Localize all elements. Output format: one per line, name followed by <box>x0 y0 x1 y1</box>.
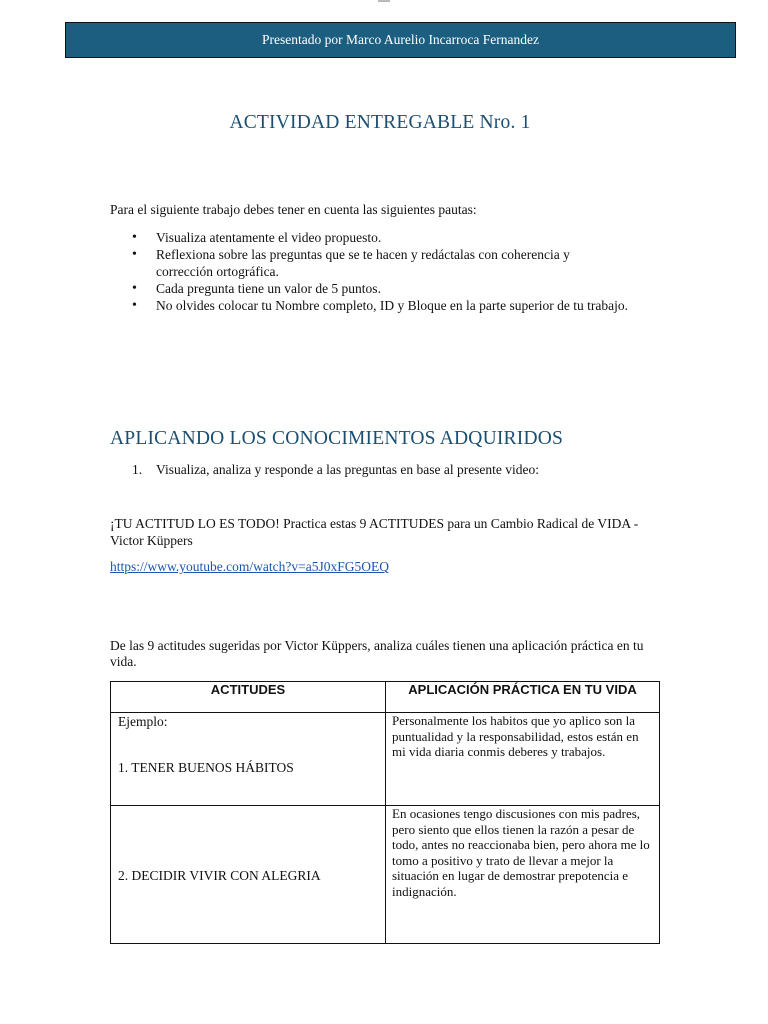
column-header-attitudes: ACTITUDES <box>111 682 386 713</box>
example-label: Ejemplo: <box>118 714 168 729</box>
presenter-banner <box>65 22 736 58</box>
guideline-item: • Cada pregunta tiene un valor de 5 puntos. <box>110 280 630 297</box>
table-header-row <box>111 682 660 713</box>
document-title: ACTIVIDAD ENTREGABLE Nro. 1 <box>229 112 531 133</box>
intro-text: Para el siguiente trabajo debes tener en cuenta las siguientes pautas: <box>110 202 477 217</box>
application-cell: Personalmente los habitos que yo aplico son la puntualidad y la responsabilidad, estos están en mi vida diaria conmis deberes y trabajos. <box>386 713 660 806</box>
presenter-text: Presentado por Marco Aurelio Incarroca Fernandez <box>261 32 539 47</box>
guideline-item: • No olvides colocar tu Nombre completo, ID y Bloque en la parte superior de tu trabajo. <box>110 297 630 314</box>
analysis-prompt: De las 9 actitudes sugeridas por Victor Küppers, analiza cuáles tienen una aplicación práctica en tu vida. <box>110 638 644 669</box>
attitude-cell <box>111 713 386 806</box>
page-top-mark <box>378 0 390 2</box>
attitude-name: 1. TENER BUENOS HÁBITOS <box>118 760 294 775</box>
section-heading: APLICANDO LOS CONOCIMIENTOS ADQUIRIDOS <box>110 428 564 449</box>
table-row <box>111 806 660 944</box>
table-row <box>111 713 660 806</box>
application-cell: En ocasiones tengo discusiones con mis padres, pero siento que ellos tienen la razón a pesar de todo, antes no reaccionaba bien, pero ahora me lo tomo a positivo y trato de llevar a mejor la situación en lugar de demostrar prepotencia e indignación. <box>386 806 660 944</box>
video-link[interactable]: https://www.youtube.com/watch?v=a5J0xFG5OEQ <box>110 559 389 574</box>
instruction-number: 1. <box>132 462 143 477</box>
guideline-item: • Visualiza atentamente el video propuesto. <box>110 229 630 246</box>
guideline-item: • Reflexiona sobre las preguntas que se te hacen y redáctalas con coherencia y corrección ortográfica. <box>110 246 630 280</box>
attitude-name: 2. DECIDIR VIVIR CON ALEGRIA <box>118 868 321 883</box>
attitude-cell <box>111 806 386 944</box>
video-title: ¡TU ACTITUD LO ES TODO! Practica estas 9 ACTITUDES para un Cambio Radical de VIDA - Victor Küppers <box>110 516 639 548</box>
instruction-text: Visualiza, analiza y responde a las preguntas en base al presente video: <box>156 462 540 477</box>
guidelines-list <box>110 229 630 314</box>
column-header-application: APLICACIÓN PRÁCTICA EN TU VIDA <box>386 682 660 713</box>
attitudes-table <box>110 681 660 944</box>
